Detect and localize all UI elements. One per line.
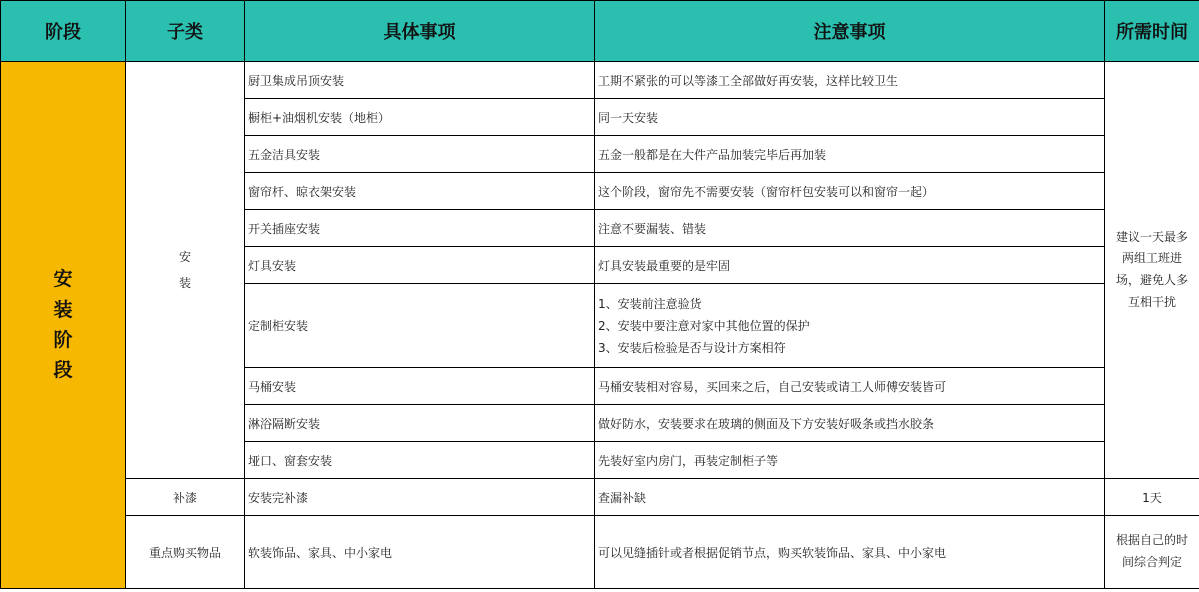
item-cell: 五金洁具安装 [245, 136, 595, 173]
note-cell: 注意不要漏装、错装 [595, 210, 1105, 247]
note-line: 2、安装中要注意对家中其他位置的保护 [598, 318, 810, 333]
install-time-cell: 建议一天最多两组工班进场，避免人多互相干扰 [1105, 62, 1199, 479]
item-cell: 灯具安装 [245, 247, 595, 284]
note-line: 1、安装前注意验货 [598, 296, 702, 311]
note-cell: 查漏补缺 [595, 479, 1105, 516]
item-cell: 软装饰品、家具、中小家电 [245, 516, 595, 589]
header-row [1, 1, 1199, 62]
item-cell: 开关插座安装 [245, 210, 595, 247]
header-item: 具体事项 [245, 1, 595, 62]
subcategory-paint: 补漆 [126, 479, 245, 516]
note-cell: 马桶安装相对容易，买回来之后，自己安装或请工人师傅安装皆可 [595, 368, 1105, 405]
subcategory-install: 安 装 [126, 62, 245, 479]
item-cell: 安装完补漆 [245, 479, 595, 516]
time-cell: 1天 [1105, 479, 1199, 516]
item-cell: 橱柜+油烟机安装（地柜） [245, 99, 595, 136]
note-cell: 工期不紧张的可以等漆工全部做好再安装，这样比较卫生 [595, 62, 1105, 99]
item-cell: 马桶安装 [245, 368, 595, 405]
note-cell [595, 284, 1105, 368]
item-cell: 厨卫集成吊顶安装 [245, 62, 595, 99]
note-cell: 灯具安装最重要的是牢固 [595, 247, 1105, 284]
note-cell: 五金一般都是在大件产品加装完毕后再加装 [595, 136, 1105, 173]
note-cell: 这个阶段，窗帘先不需要安装（窗帘杆包安装可以和窗帘一起） [595, 173, 1105, 210]
table-row [1, 516, 1199, 589]
item-cell: 窗帘杆、晾衣架安装 [245, 173, 595, 210]
note-cell: 先装好室内房门，再装定制柜子等 [595, 442, 1105, 479]
stage-label: 安装阶段 [53, 268, 73, 382]
header-notes: 注意事项 [595, 1, 1105, 62]
header-stage: 阶段 [1, 1, 126, 62]
note-cell: 做好防水，安装要求在玻璃的侧面及下方安装好吸条或挡水胶条 [595, 405, 1105, 442]
item-cell: 垭口、窗套安装 [245, 442, 595, 479]
header-time: 所需时间 [1105, 1, 1199, 62]
time-cell: 根据自己的时间综合判定 [1105, 516, 1199, 589]
note-line: 3、安装后检验是否与设计方案相符 [598, 340, 786, 355]
stage-cell [1, 62, 126, 589]
item-cell: 定制柜安装 [245, 284, 595, 368]
table-row [1, 62, 1199, 99]
header-subcategory: 子类 [126, 1, 245, 62]
item-cell: 淋浴隔断安装 [245, 405, 595, 442]
note-cell: 可以见缝插针或者根据促销节点，购买软装饰品、家具、中小家电 [595, 516, 1105, 589]
subcategory-purchase: 重点购买物品 [126, 516, 245, 589]
note-cell: 同一天安装 [595, 99, 1105, 136]
table-row [1, 479, 1199, 516]
